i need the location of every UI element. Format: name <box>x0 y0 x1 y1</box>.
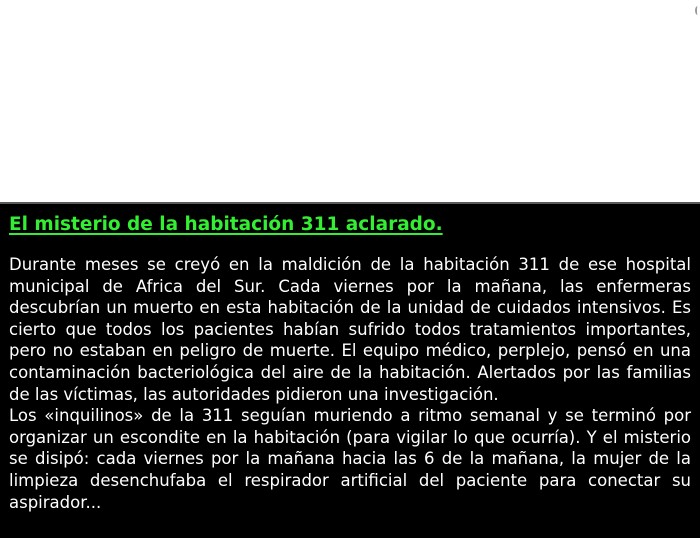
article-title: El misterio de la habitación 311 aclarado. <box>9 214 443 235</box>
article-paragraph-1: Durante meses se creyó en la maldición de la habitación 311 de ese hospital municipal de Africa del Sur. Cada viernes por la mañana, las enfermeras descubrían un muerto en esta habitación de la unidad de cuidados intensivos. Es cierto que todos los pacientes habían sufrido todos tratamientos importantes, pero no estaban en peligro de muerte. El equipo médico, perplejo, pensó en una contaminación bacteriológica del aire de la habitación. Alertados por las familias de las víctimas, las autoridades pidieron una investigación. <box>9 255 691 404</box>
article-panel <box>0 202 700 538</box>
corner-mark <box>695 6 700 15</box>
article-paragraph-2: Los «inquilinos» de la 311 seguían muriendo a ritmo semanal y se terminó por organizar un escondite en la habitación (para vigilar lo que ocurría). Y el misterio se disipó: cada viernes por la mañana hacia las 6 de la mañana, la mujer de la limpieza desenchufaba el respirador artificial del paciente para conectar su aspirador... <box>9 406 691 512</box>
